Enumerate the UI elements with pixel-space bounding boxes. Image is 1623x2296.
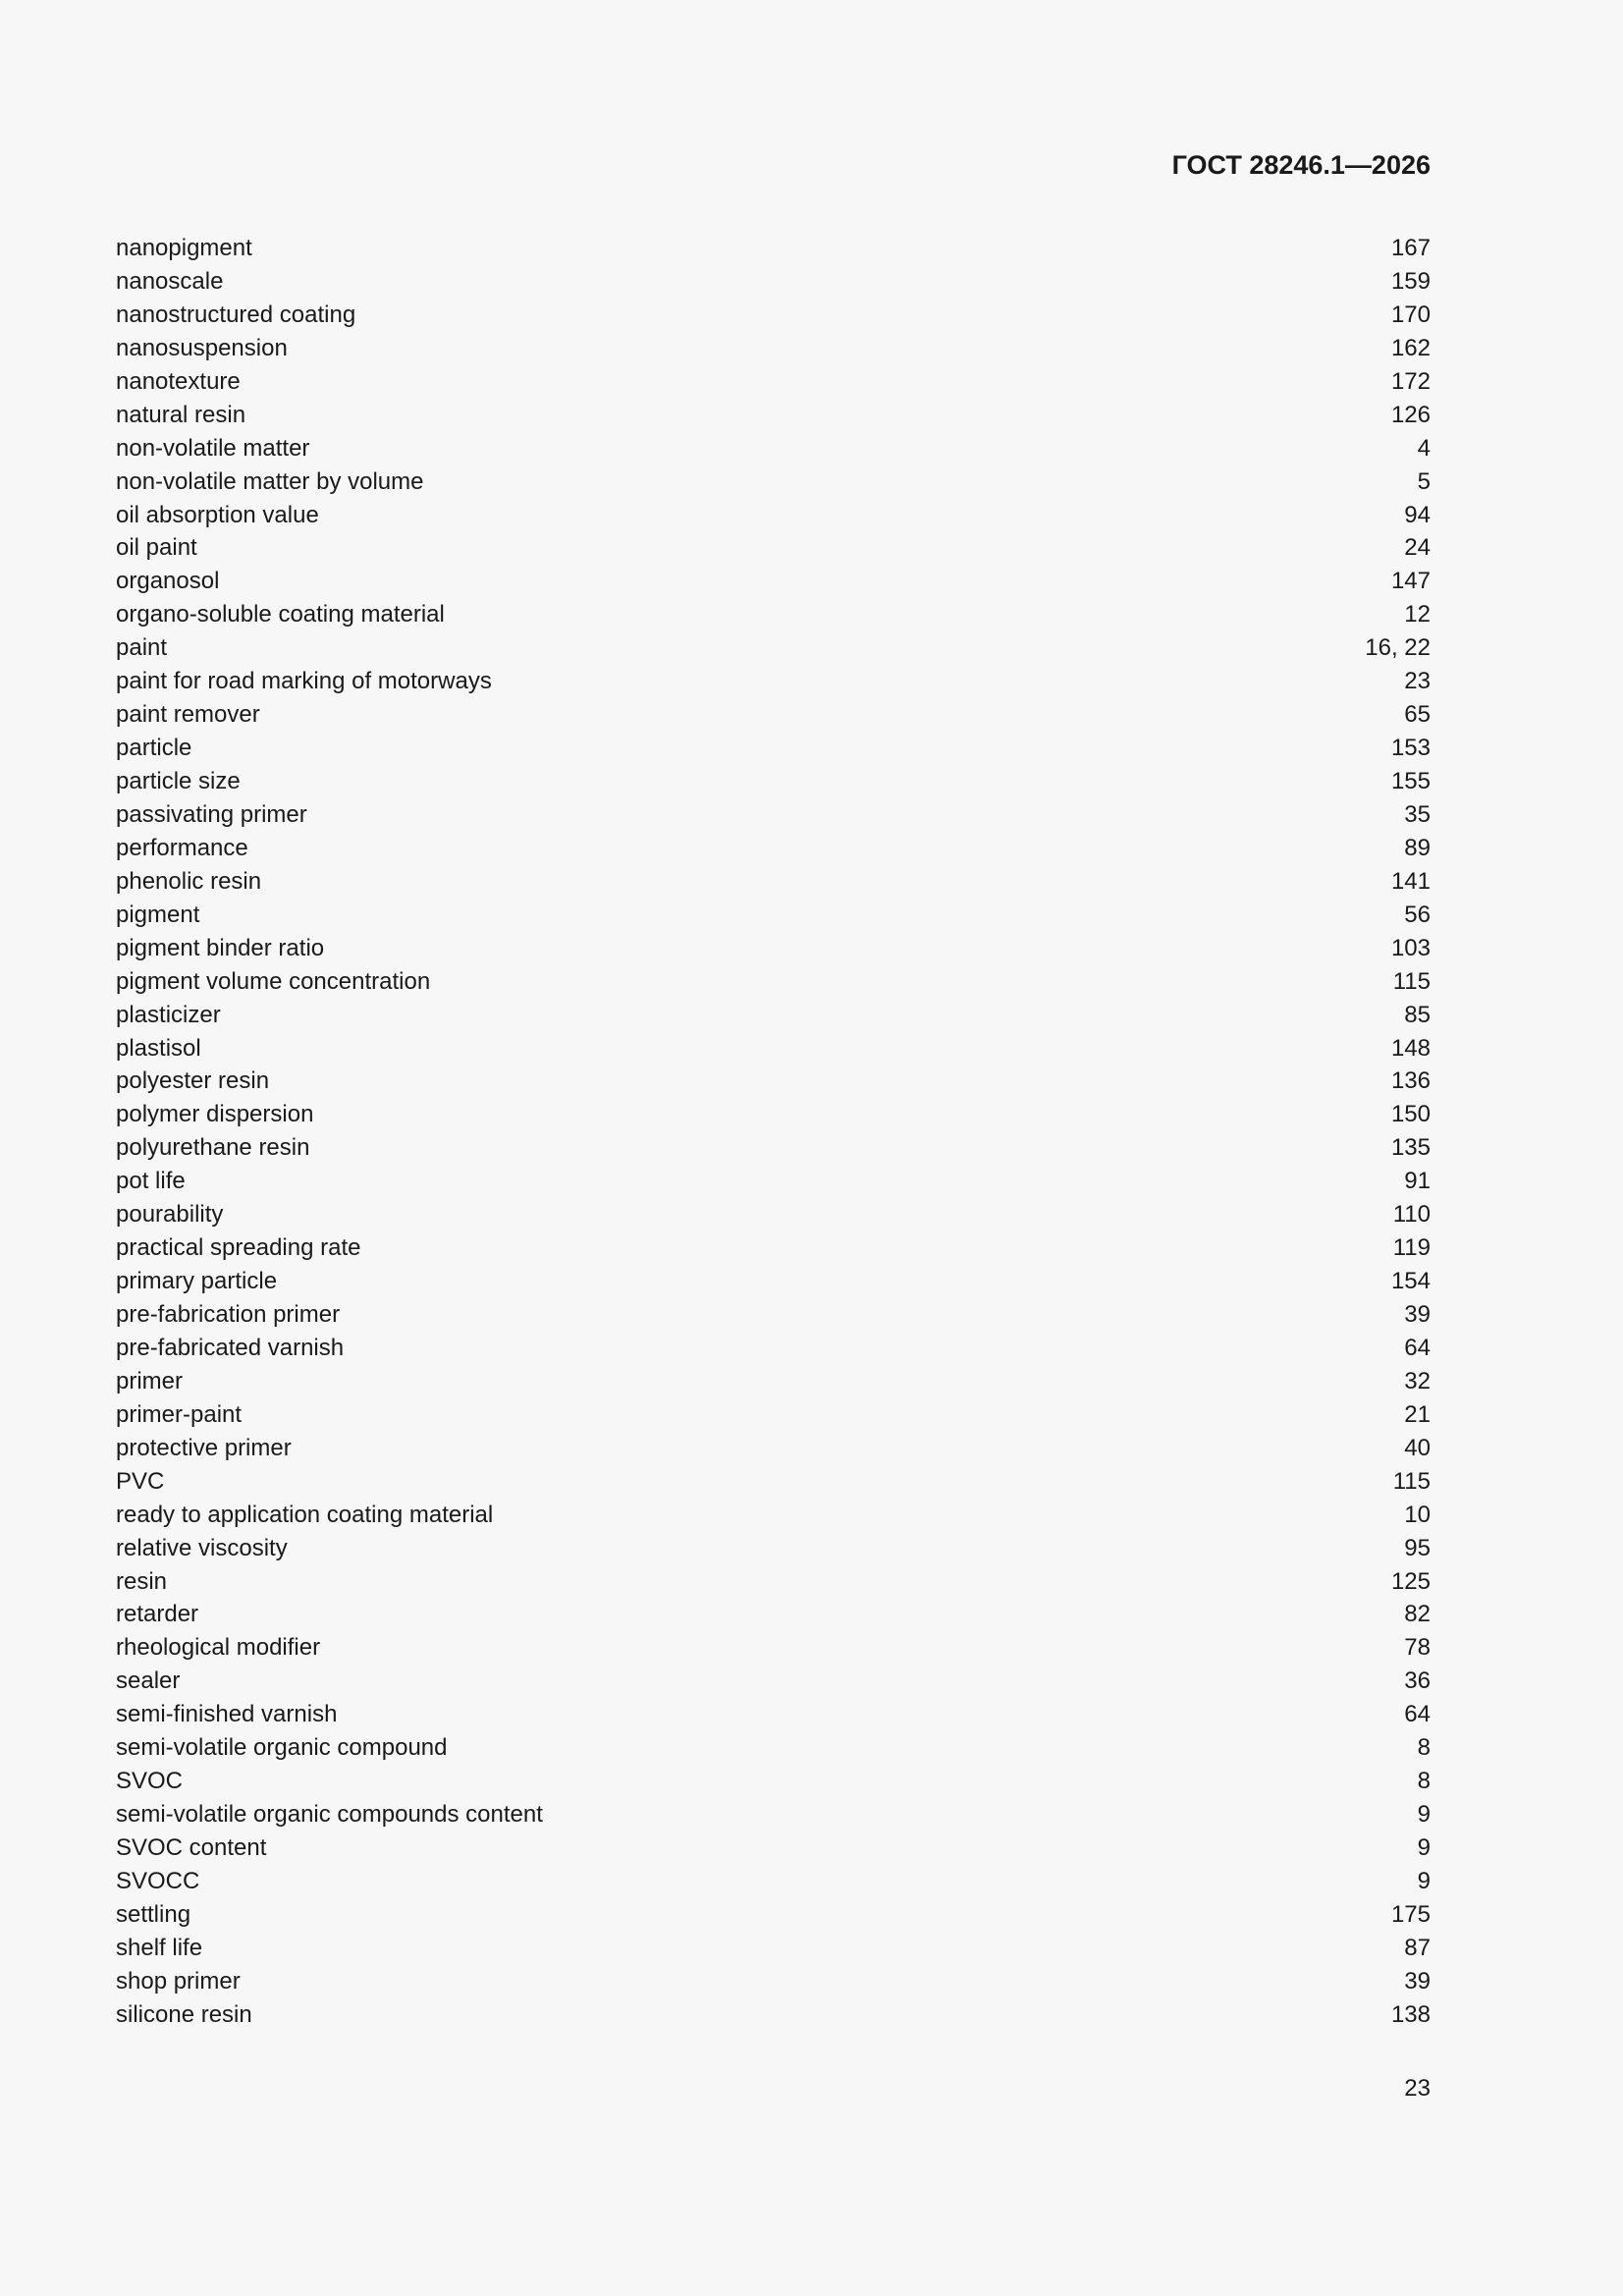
index-term: plasticizer xyxy=(116,1001,221,1028)
index-term: non-volatile matter by volume xyxy=(116,467,424,495)
index-term: semi-volatile organic compound xyxy=(116,1734,448,1762)
index-reference: 64 xyxy=(1404,1701,1431,1728)
index-reference: 56 xyxy=(1404,901,1431,928)
index-reference: 147 xyxy=(1390,568,1431,595)
index-entry xyxy=(116,1898,1431,1932)
index-term: shop primer xyxy=(116,1967,241,1995)
index-entry xyxy=(116,1032,1431,1066)
index-reference: 16, 22 xyxy=(1365,634,1431,662)
index-term: oil absorption value xyxy=(116,501,319,528)
index-reference: 172 xyxy=(1390,367,1431,395)
index-term: shelf life xyxy=(116,1934,203,1961)
index-reference: 78 xyxy=(1404,1634,1431,1662)
index-entry xyxy=(116,965,1431,999)
index-reference: 155 xyxy=(1390,768,1431,794)
index-term: polyurethane resin xyxy=(116,1134,310,1162)
index-entry xyxy=(116,999,1431,1032)
index-reference: 115 xyxy=(1392,1467,1431,1495)
index-term: particle size xyxy=(116,768,241,794)
index-entry xyxy=(116,698,1431,732)
index-entry xyxy=(116,1565,1431,1599)
index-entry xyxy=(116,1298,1431,1332)
index-term: pigment xyxy=(116,901,200,928)
index-term: particle xyxy=(116,735,192,762)
index-term: PVC xyxy=(116,1467,165,1495)
index-term: oil paint xyxy=(116,534,197,562)
index-entry xyxy=(116,865,1431,899)
index-reference: 89 xyxy=(1404,834,1431,861)
index-reference: 39 xyxy=(1404,1301,1431,1328)
index-term: nanoscale xyxy=(116,267,224,295)
index-entry xyxy=(116,1865,1431,1898)
index-term: pourability xyxy=(116,1201,224,1229)
index-term: pre-fabricated varnish xyxy=(116,1334,345,1361)
index-term: semi-finished varnish xyxy=(116,1701,338,1728)
index-entry xyxy=(116,531,1431,565)
index-reference: 95 xyxy=(1404,1534,1431,1561)
index-reference: 35 xyxy=(1404,800,1431,828)
index-entry xyxy=(116,1065,1431,1098)
index-entry xyxy=(116,1131,1431,1165)
index-entry xyxy=(116,899,1431,932)
index-entry xyxy=(116,1198,1431,1231)
index-term: primary particle xyxy=(116,1268,278,1295)
index-reference: 24 xyxy=(1404,534,1431,562)
index-entry xyxy=(116,1965,1431,1998)
index-term: nanotexture xyxy=(116,367,241,395)
index-term: protective primer xyxy=(116,1434,292,1461)
index-entry xyxy=(116,1398,1431,1432)
index-reference: 82 xyxy=(1404,1601,1431,1628)
index-entry xyxy=(116,1365,1431,1398)
index-entry xyxy=(116,1165,1431,1198)
index-entry xyxy=(116,1998,1431,2032)
index-term: retarder xyxy=(116,1601,199,1628)
index-reference: 8 xyxy=(1417,1768,1431,1795)
index-term: polyester resin xyxy=(116,1067,270,1095)
index-term: nanosuspension xyxy=(116,334,288,361)
index-entry xyxy=(116,832,1431,865)
index-reference: 9 xyxy=(1417,1801,1431,1829)
index-term: non-volatile matter xyxy=(116,434,310,462)
index-term: paint xyxy=(116,634,168,662)
index-entry xyxy=(116,798,1431,832)
index-reference: 12 xyxy=(1404,601,1431,629)
index-term: ready to application coating material xyxy=(116,1501,494,1528)
index-entry xyxy=(116,1098,1431,1131)
index-term: polymer dispersion xyxy=(116,1101,314,1128)
index-entry xyxy=(116,1231,1431,1265)
index-entry xyxy=(116,565,1431,598)
index-reference: 9 xyxy=(1417,1834,1431,1861)
index-term: paint for road marking of motorways xyxy=(116,668,492,695)
index-reference: 103 xyxy=(1390,934,1431,961)
index-entry xyxy=(116,1831,1431,1865)
index-entry xyxy=(116,399,1431,432)
index-reference: 9 xyxy=(1417,1867,1431,1894)
index-entry xyxy=(116,265,1431,299)
index-entry xyxy=(116,1332,1431,1365)
index-reference: 153 xyxy=(1390,735,1431,762)
index-reference: 148 xyxy=(1390,1034,1431,1062)
index-reference: 136 xyxy=(1390,1067,1431,1095)
index-reference: 21 xyxy=(1404,1400,1431,1428)
index-reference: 94 xyxy=(1404,501,1431,528)
index-reference: 110 xyxy=(1392,1201,1431,1229)
index-entry xyxy=(116,1265,1431,1298)
index-term: phenolic resin xyxy=(116,867,262,895)
index-term: resin xyxy=(116,1567,168,1595)
index-reference: 65 xyxy=(1404,701,1431,729)
index-entry xyxy=(116,631,1431,665)
index-reference: 64 xyxy=(1404,1334,1431,1361)
index-entry xyxy=(116,1698,1431,1731)
index-term: pigment binder ratio xyxy=(116,934,325,961)
index-reference: 40 xyxy=(1404,1434,1431,1461)
index-entry xyxy=(116,1765,1431,1798)
index-reference: 87 xyxy=(1404,1934,1431,1961)
index-reference: 159 xyxy=(1390,267,1431,295)
index-term: nanostructured coating xyxy=(116,301,356,328)
index-term: plastisol xyxy=(116,1034,201,1062)
index-entry xyxy=(116,432,1431,465)
document-header: ГОСТ 28246.1—2026 xyxy=(1171,150,1431,180)
index-reference: 8 xyxy=(1417,1734,1431,1762)
index-term: organosol xyxy=(116,568,220,595)
index-entry xyxy=(116,765,1431,798)
index-reference: 167 xyxy=(1390,235,1431,261)
index-term: pot life xyxy=(116,1168,186,1195)
index-term: rheological modifier xyxy=(116,1634,321,1662)
index-entry xyxy=(116,499,1431,532)
index-reference: 23 xyxy=(1404,668,1431,695)
index-entry xyxy=(116,1465,1431,1499)
index-reference: 150 xyxy=(1390,1101,1431,1128)
index-term: primer xyxy=(116,1367,184,1394)
index-reference: 135 xyxy=(1390,1134,1431,1162)
index-reference: 115 xyxy=(1392,967,1431,995)
index-term: silicone resin xyxy=(116,2000,252,2028)
index-reference: 10 xyxy=(1404,1501,1431,1528)
index-entry xyxy=(116,1665,1431,1698)
index-entry xyxy=(116,365,1431,399)
index-entry xyxy=(116,1932,1431,1965)
index-entry xyxy=(116,1731,1431,1765)
index-term: organo-soluble coating material xyxy=(116,601,445,629)
index-entry xyxy=(116,665,1431,698)
index-entry xyxy=(116,732,1431,765)
index-reference: 170 xyxy=(1390,301,1431,328)
index-reference: 141 xyxy=(1390,867,1431,895)
index-entry xyxy=(116,1499,1431,1532)
index-term: paint remover xyxy=(116,701,260,729)
index-reference: 126 xyxy=(1390,401,1431,428)
index-entry xyxy=(116,1631,1431,1665)
index-term: relative viscosity xyxy=(116,1534,288,1561)
index-entry xyxy=(116,932,1431,965)
index-term: SVOC xyxy=(116,1768,184,1795)
index-term: passivating primer xyxy=(116,800,307,828)
index-reference: 4 xyxy=(1417,434,1431,462)
index-entry xyxy=(116,1432,1431,1465)
index-reference: 36 xyxy=(1404,1667,1431,1695)
index-entry xyxy=(116,232,1431,265)
index-reference: 5 xyxy=(1417,467,1431,495)
index-term: settling xyxy=(116,1900,191,1928)
index-reference: 32 xyxy=(1404,1367,1431,1394)
index-entry xyxy=(116,1532,1431,1565)
index-reference: 175 xyxy=(1390,1900,1431,1928)
index-entry xyxy=(116,299,1431,332)
index-term: practical spreading rate xyxy=(116,1234,361,1262)
index-entry xyxy=(116,1598,1431,1631)
index-reference: 138 xyxy=(1390,2000,1431,2028)
index-entry xyxy=(116,465,1431,499)
index-entry xyxy=(116,598,1431,631)
index-reference: 162 xyxy=(1390,334,1431,361)
index-term: nanopigment xyxy=(116,235,252,261)
page-number: 23 xyxy=(1404,2075,1431,2102)
index-term: natural resin xyxy=(116,401,246,428)
index-term: pigment volume concentration xyxy=(116,967,431,995)
index-reference: 85 xyxy=(1404,1001,1431,1028)
index-reference: 39 xyxy=(1404,1967,1431,1995)
index-entry xyxy=(116,332,1431,365)
index-term: semi-volatile organic compounds content xyxy=(116,1801,543,1829)
index-term: SVOC content xyxy=(116,1834,267,1861)
index-reference: 91 xyxy=(1404,1168,1431,1195)
index-term: SVOCC xyxy=(116,1867,200,1894)
index-entry xyxy=(116,1798,1431,1831)
index-reference: 125 xyxy=(1390,1567,1431,1595)
index-term: pre-fabrication primer xyxy=(116,1301,341,1328)
index-reference: 154 xyxy=(1390,1268,1431,1295)
index-term: sealer xyxy=(116,1667,181,1695)
index-reference: 119 xyxy=(1392,1234,1431,1262)
index-term: primer-paint xyxy=(116,1400,243,1428)
term-index-list xyxy=(116,232,1431,2032)
index-term: performance xyxy=(116,834,248,861)
